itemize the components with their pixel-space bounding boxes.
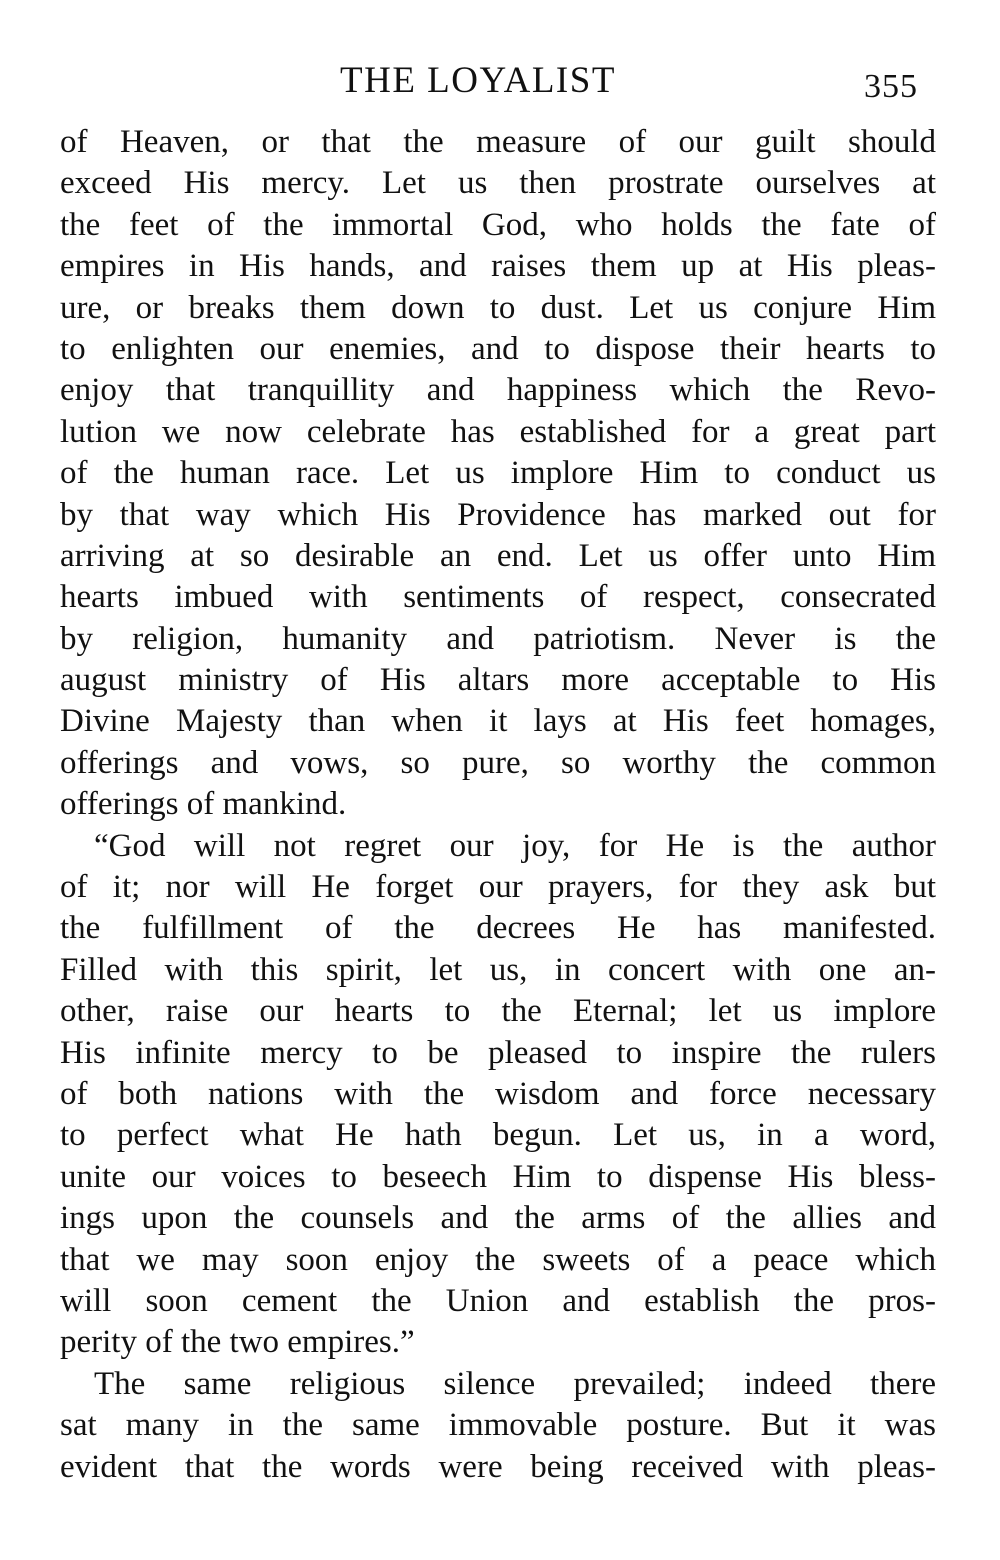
text-line: hearts imbued with sentiments of respect, consecrated [60,579,936,616]
text-line: the feet of the immortal God, who holds the fate of [60,206,936,243]
text-line: of Heaven, or that the measure of our guilt should [60,124,936,160]
text-line: evident that the words were being received with pleas- [60,1448,936,1485]
text-line: by that way which His Providence has marked out for [60,496,936,533]
text-line: Divine Majesty than when it lays at His feet homages, [60,703,936,740]
text-line: will soon cement the Union and establish the pros- [60,1282,936,1319]
text-line: unite our voices to beseech Him to dispense His bless- [60,1158,936,1195]
text-line: offerings and vows, so pure, so worthy the common [60,744,936,781]
text-line: exceed His mercy. Let us then prostrate ourselves at [60,165,936,202]
text-line: empires in His hands, and raises them up at His pleas- [60,248,936,285]
running-title: THE LOYALIST [340,60,616,101]
text-line: lution we now celebrate has established for a great part [60,413,936,450]
text-line: by religion, humanity and patriotism. Never is the [60,620,936,657]
text-line: ings upon the counsels and the arms of the allies and [60,1200,936,1237]
text-line: of both nations with the wisdom and force necessary [60,1075,936,1112]
text-line: Filled with this spirit, let us, in concert with one an- [60,951,936,988]
text-line: to enlighten our enemies, and to dispose their hearts to [60,330,936,367]
text-line: of it; nor will He forget our prayers, for they ask but [60,869,936,906]
text-line: His infinite mercy to be pleased to inspire the rulers [60,1034,936,1071]
text-line: offerings of mankind. [60,786,347,823]
text-line: ure, or breaks them down to dust. Let us conjure Him [60,289,936,326]
text-line: of the human race. Let us implore Him to conduct us [60,455,936,492]
text-line: “God will not regret our joy, for He is the author [94,827,936,864]
text-line: arriving at so desirable an end. Let us offer unto Him [60,537,936,574]
text-line: perity of the two empires.” [60,1324,415,1361]
text-line: august ministry of His altars more acceptable to His [60,662,936,699]
text-line: to perfect what He hath begun. Let us, in a word, [60,1117,936,1154]
text-line: that we may soon enjoy the sweets of a peace which [60,1241,936,1278]
text-line: other, raise our hearts to the Eternal; let us implore [60,993,936,1030]
text-line: the fulfillment of the decrees He has manifested. [60,910,936,947]
text-line: sat many in the same immovable posture. But it was [60,1407,936,1444]
running-head [0,56,1000,106]
text-line: The same religious silence prevailed; indeed there [94,1365,936,1402]
body-text [60,122,936,1488]
text-line: enjoy that tranquillity and happiness which the Revo- [60,372,936,409]
page-number: 355 [864,68,918,105]
